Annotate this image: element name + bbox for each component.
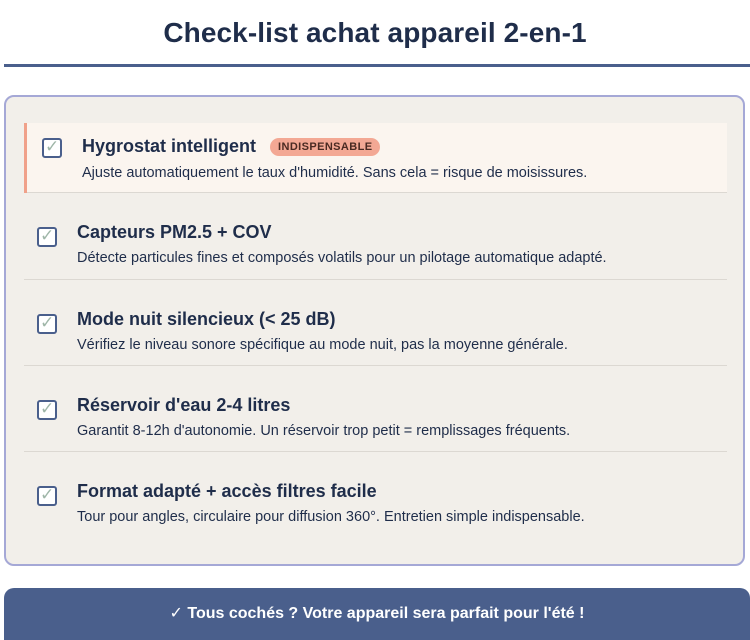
check-icon: ✓ [40, 485, 55, 504]
item-title: Capteurs PM2.5 + COV [77, 222, 272, 242]
summary-banner: ✓ Tous cochés ? Votre appareil sera parfait pour l'été ! [4, 588, 750, 640]
checklist-item-mode-nuit [24, 280, 727, 366]
item-title: Réservoir d'eau 2-4 litres [77, 395, 291, 415]
item-description: Tour pour angles, circulaire pour diffusion 360°. Entretien simple indispensable. [77, 509, 585, 525]
title-divider [4, 64, 750, 67]
checklist-item-format [24, 452, 727, 542]
check-icon: ✓ [40, 399, 55, 418]
item-description: Détecte particules fines et composés volatils pour un pilotage automatique adapté. [77, 250, 607, 266]
item-description: Garantit 8-12h d'autonomie. Un réservoir trop petit = remplissages fréquents. [77, 423, 571, 439]
checkbox-capteurs[interactable] [37, 227, 57, 247]
checkbox-format[interactable] [37, 486, 57, 506]
checklist-item-capteurs [24, 193, 727, 280]
item-title-row [82, 136, 380, 157]
check-icon: ✓ [45, 137, 60, 156]
checkbox-hygrostat[interactable] [42, 138, 62, 158]
status-badge: INDISPENSABLE [270, 138, 380, 156]
checkbox-mode-nuit[interactable] [37, 314, 57, 334]
item-description: Ajuste automatiquement le taux d'humidité. Sans cela = risque de moisissures. [82, 165, 588, 181]
checkbox-reservoir[interactable] [37, 400, 57, 420]
check-icon: ✓ [40, 313, 55, 332]
item-title: Hygrostat intelligent [82, 136, 257, 156]
item-title: Format adapté + accès filtres facile [77, 481, 377, 501]
page-title: Check-list achat appareil 2-en-1 [163, 17, 587, 48]
item-description: Vérifiez le niveau sonore spécifique au mode nuit, pas la moyenne générale. [77, 337, 568, 353]
checklist-card [4, 95, 745, 566]
item-title: Mode nuit silencieux (< 25 dB) [77, 309, 336, 329]
checklist-item-reservoir [24, 366, 727, 452]
checklist-item-hygrostat [24, 123, 727, 193]
check-icon: ✓ [40, 226, 55, 245]
